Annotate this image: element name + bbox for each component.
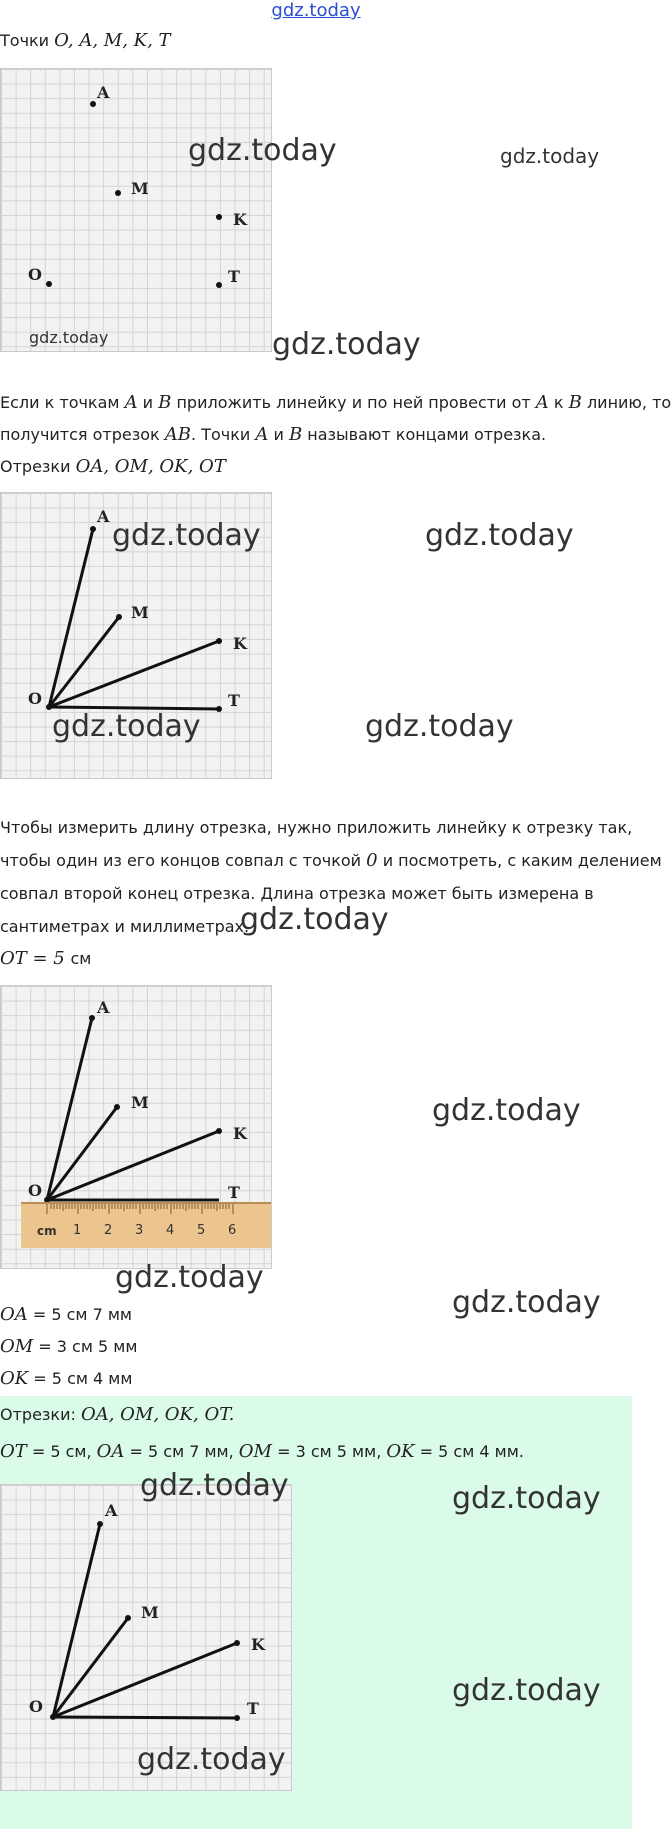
text: приложить линейку и по ней провести от [171,393,536,412]
watermark: gdz.today [452,1673,601,1708]
point-k [216,214,222,220]
ruler-tick-label: 3 [135,1223,144,1238]
points-list: O, A, M, K, T [54,30,171,51]
math: OA [96,1441,125,1462]
figure-points-svg [1,69,271,351]
text: = 3 см 5 мм, [271,1442,387,1461]
watermark: gdz.today [452,1481,601,1516]
label-o: O [29,1697,43,1716]
figure-ruler [0,985,272,1269]
watermark: gdz.today [188,133,337,168]
text: Если к точкам [0,393,125,412]
ruler-ticks [21,1204,271,1224]
label-k: K [233,210,247,229]
watermark: gdz.today [112,518,261,553]
point-m [116,614,122,620]
text: сантиметрах и миллиметрах. [0,917,250,936]
figure-points [0,68,272,352]
ruler-tick-label: 1 [73,1223,82,1238]
ruler [21,1202,271,1248]
point-a [90,526,96,532]
math: A [535,392,549,413]
paragraph2-line1 [0,817,632,839]
paragraph2-line2 [0,850,662,872]
point-m [114,1104,120,1110]
text: Чтобы измерить длину отрезка, нужно приложить линейку к отрезку так, [0,818,633,837]
math: OA [0,1304,28,1325]
math: OM [238,1441,272,1462]
label-t: T [228,1183,240,1202]
label-k: K [233,634,247,653]
intro-line [0,30,171,52]
text: и [268,425,289,444]
segments-list: OA, OM, OK, OT [75,456,226,477]
point-k [216,638,222,644]
math: A [255,424,269,445]
label-k: K [251,1635,265,1654]
label-o: O [28,689,42,708]
unit: см [70,949,92,968]
point-o [50,1714,56,1720]
math: 0 [366,850,378,871]
watermark: gdz.today [272,327,421,362]
ruler-tick-label: 5 [197,1223,206,1238]
measure-ot [0,948,91,970]
math: B [568,392,582,413]
label-t: T [247,1699,259,1718]
text: = 5 см, [26,1442,97,1461]
text: чтобы один из его концов совпал с точкой [0,851,367,870]
text: = 5 см 7 мм [27,1305,132,1324]
text: получится отрезок [0,425,165,444]
label-a: A [97,507,110,526]
watermark: gdz.today [115,1260,264,1295]
site-link[interactable]: gdz.today [271,0,361,21]
point-k [216,1128,222,1134]
paragraph2-line4 [0,916,249,938]
ruler-tick-label: 6 [228,1223,237,1238]
text: называют концами отрезка. [302,425,547,444]
point-a [89,1015,95,1021]
measurement-oa [0,1304,132,1326]
point-t [234,1715,240,1721]
point-m [125,1615,131,1621]
answer-block [0,1396,632,1829]
answer-line2 [0,1441,524,1463]
math: OK [386,1441,415,1462]
ruler-unit-label: cm [37,1224,57,1238]
text: . Точки [191,425,256,444]
point-o [46,281,52,287]
intro-label: Точки [0,31,50,50]
text: = 5 см 7 мм, [124,1442,239,1461]
watermark: gdz.today [500,144,600,168]
label-t: T [228,267,240,286]
math: OT [0,948,27,969]
text: = 5 см 4 мм [28,1369,133,1388]
math: AB [164,424,192,445]
paragraph1-line2 [0,424,546,446]
label-m: M [141,1603,159,1622]
watermark: gdz.today [140,1468,289,1503]
label-t: T [228,691,240,710]
watermark: gdz.today [52,709,201,744]
label-a: A [97,998,110,1017]
ruler-tick-label: 2 [104,1223,113,1238]
text: = 5 см 4 мм. [414,1442,524,1461]
segment-ot [53,1717,237,1718]
math: OT [0,1441,27,1462]
point-k [234,1640,240,1646]
watermark: gdz.today [365,709,514,744]
ruler-tick-label: 4 [166,1223,175,1238]
answer-label: Отрезки: [0,1405,81,1424]
point-a [90,101,96,107]
point-m [115,190,121,196]
segment-oa [47,1018,92,1200]
text: и [137,393,159,412]
segments-label: Отрезки [0,457,76,476]
math: OK [0,1368,29,1389]
point-t [216,282,222,288]
math: OM [0,1336,34,1357]
answer-line1 [0,1404,234,1426]
label-a: A [97,83,110,102]
text: к [548,393,569,412]
label-o: O [28,265,42,284]
segments-line [0,456,226,478]
watermark: gdz.today [137,1742,286,1777]
math: B [158,392,172,413]
text: и посмотреть, с каким делением [377,851,662,870]
label-m: M [131,1093,149,1112]
text: = 3 см 5 мм [33,1337,138,1356]
math: A [124,392,138,413]
measurement-ok [0,1368,132,1390]
point-a [97,1521,103,1527]
text: линию, то [581,393,671,412]
measurement-om [0,1336,137,1358]
watermark: gdz.today [425,518,574,553]
point-t [216,706,222,712]
watermark: gdz.today [452,1285,601,1320]
paragraph1-line1 [0,392,671,414]
watermark: gdz.today [432,1093,581,1128]
label-m: M [131,603,149,622]
label-m: M [131,179,149,198]
answer-segments: OA, OM, OK, OT. [80,1404,235,1425]
watermark: gdz.today [29,328,109,347]
text: совпал второй конец отрезка. Длина отрезка может быть измерена в [0,884,594,903]
math: B [288,424,303,445]
label-o: O [28,1181,42,1200]
label-k: K [233,1124,247,1143]
math: = 5 [26,948,71,969]
label-a: A [105,1501,118,1520]
watermark: gdz.today [240,902,389,937]
